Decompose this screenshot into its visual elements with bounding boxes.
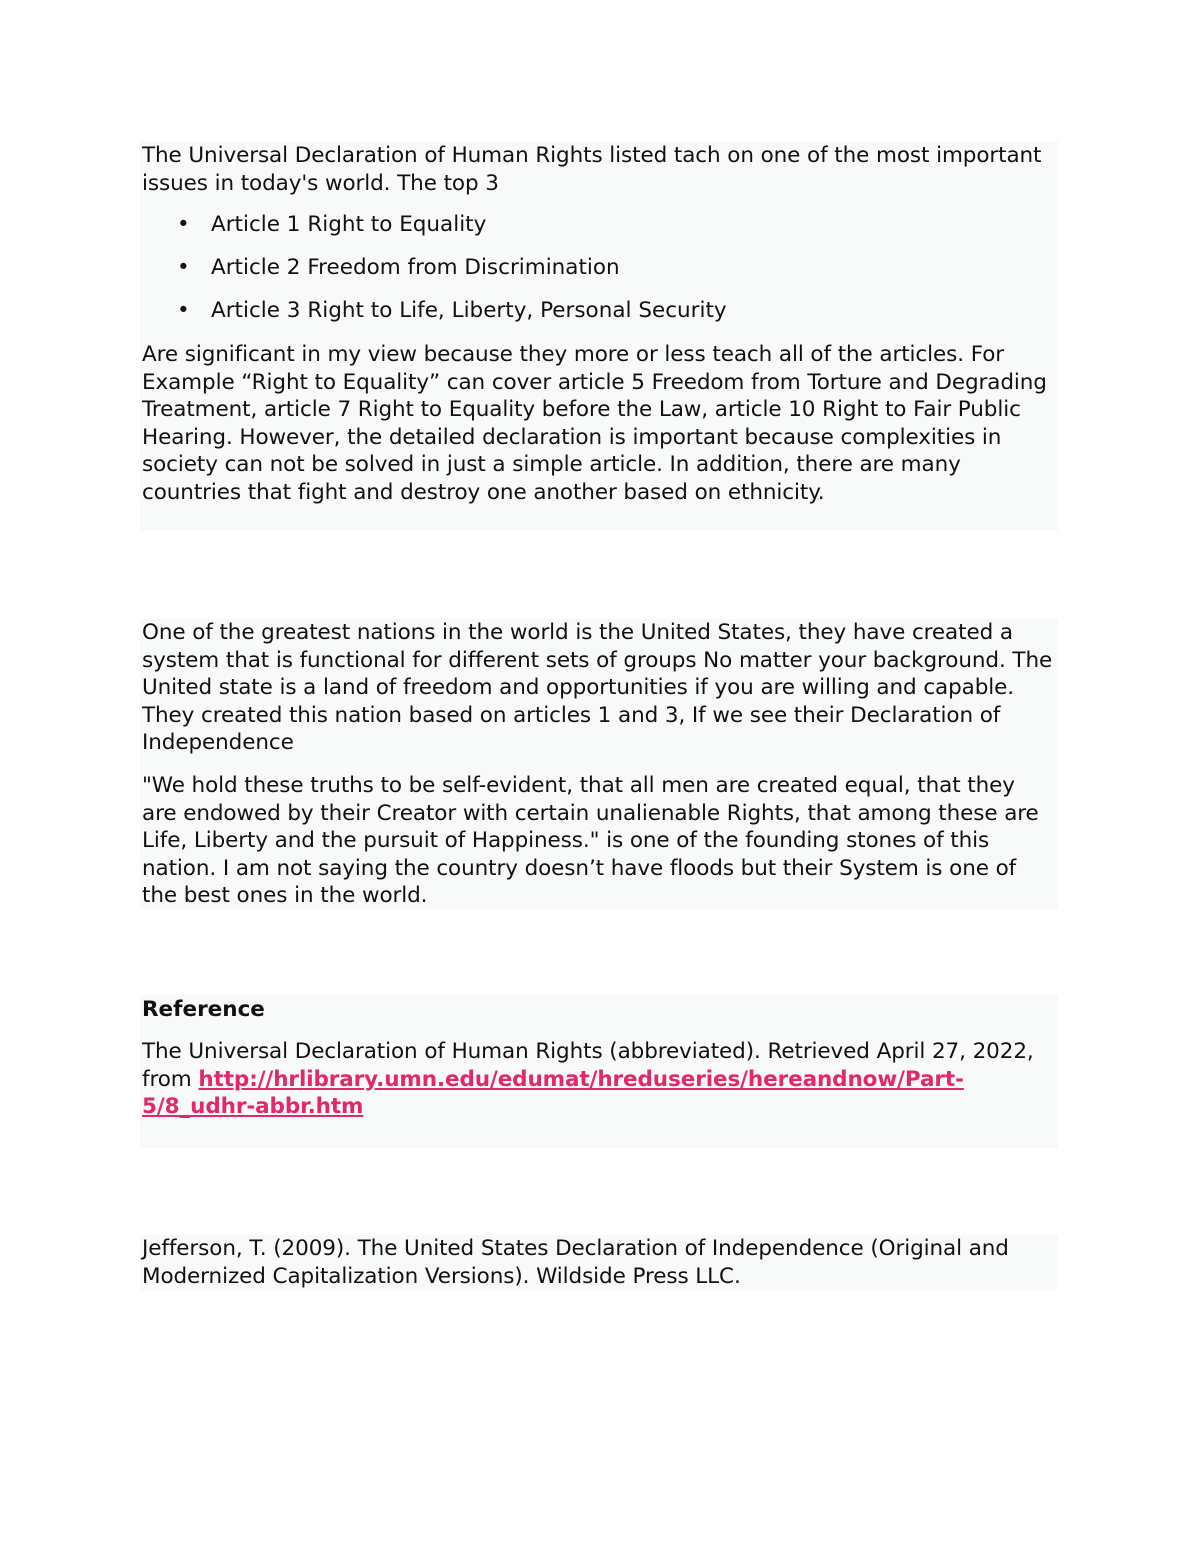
bullet-icon: •: [177, 255, 190, 280]
articles-list: [140, 211, 727, 340]
article-3-label: Article 3 Right to Life, Liberty, Personal Security: [211, 298, 727, 323]
reference-1-text: The Universal Declaration of Human Rights (abbreviated). Retrieved April 27, 2022,: [142, 1039, 1034, 1064]
significance-paragraph: Are significant in my view because they more or less teach all of the articles. For Example “Right to Equality” can cover article 5 Freedom from Torture and Degrading Treatment, article 7 Right to Equality before the Law, article 10 Right to Fair Public Hearing. However, the detailed declaration is important because complexities in society can not be solved in just a simple article. In addition, there are many countries that fight and destroy one another based on ethnicity.: [142, 342, 1047, 505]
intro-paragraph: The Universal Declaration of Human Rights listed tach on one of the most important issues in today's world. The top 3: [142, 143, 1042, 196]
section-human-rights: [140, 141, 1058, 531]
reference-1-link[interactable]: http://hrlibrary.umn.edu/edumat/hreduseries/hereandnow/Part-5/8_udhr-abbr.htm: [142, 1066, 964, 1119]
bullet-icon: •: [177, 298, 190, 323]
reference-heading: Reference: [142, 997, 265, 1022]
section-united-states: [140, 619, 1058, 909]
declaration-quote-paragraph: "We hold these truths to be self-evident, that all men are created equal, that they are endowed by their Creator with certain unalienable Rights, that among these are Life, Liberty and the pursuit of Happiness." is one of the founding stones of this nation. I am not saying the country doesn’t have floods but their System is one of the best ones in the world.: [142, 773, 1039, 908]
section-references: [140, 995, 1058, 1148]
united-states-paragraph: One of the greatest nations in the world is the United States, they have created a system that is functional for different sets of groups No matter your background. The United state is a land of freedom and opportunities if you are willing and capable. They created this nation based on articles 1 and 3, If we see their Declaration of Independence: [142, 620, 1053, 755]
reference-1-from: from: [142, 1066, 199, 1092]
list-item: [140, 297, 727, 340]
bullet-icon: •: [177, 212, 190, 237]
section-reference-2: [140, 1235, 1058, 1290]
list-item: [140, 254, 727, 297]
list-item: [140, 211, 727, 254]
reference-2: Jefferson, T. (2009). The United States Declaration of Independence (Original and Modernized Capitalization Versions). Wildside Press LLC.: [142, 1236, 1009, 1289]
article-2-label: Article 2 Freedom from Discrimination: [211, 255, 620, 280]
reference-1: [140, 1038, 1058, 1121]
article-1-label: Article 1 Right to Equality: [211, 212, 487, 237]
